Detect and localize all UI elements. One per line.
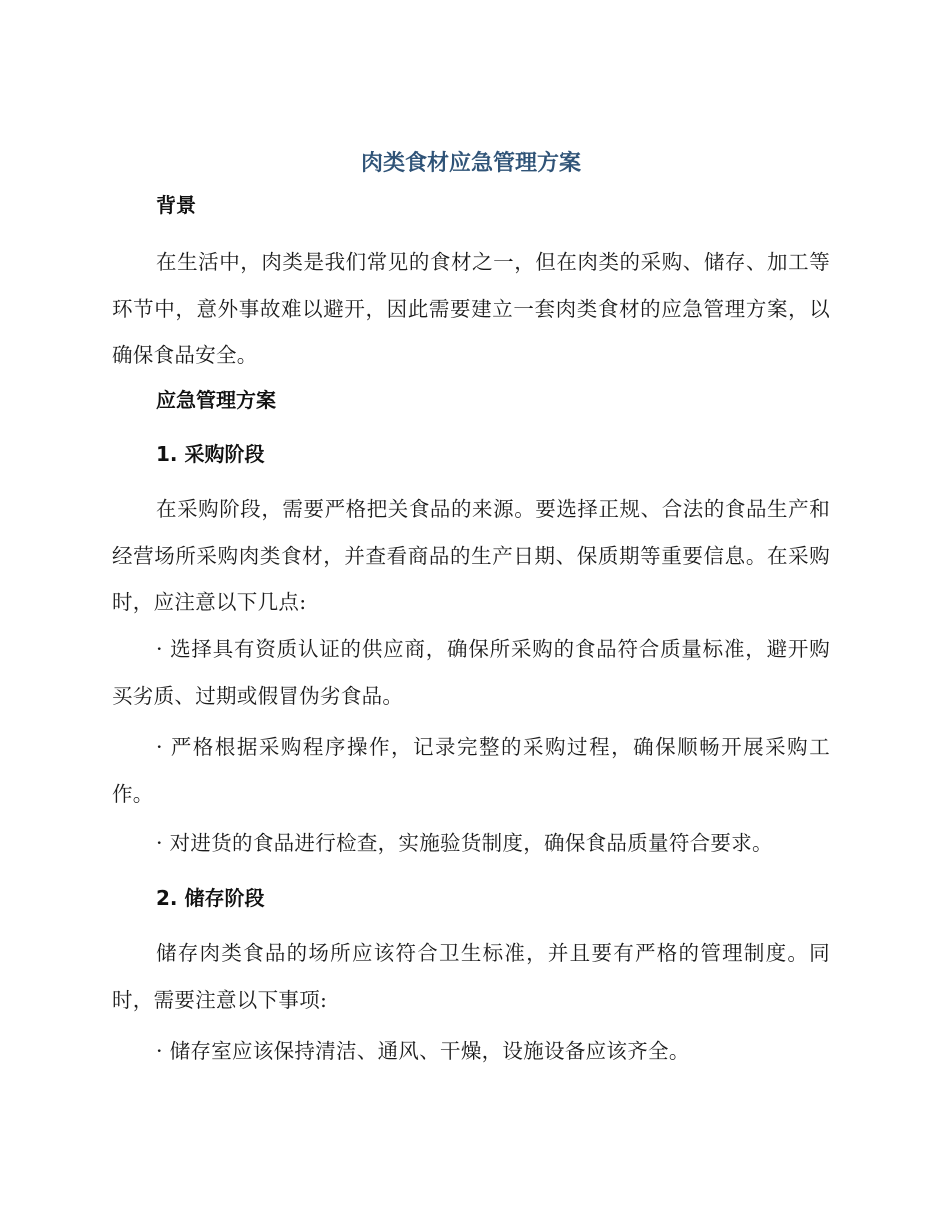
stage1-item-2: · 严格根据采购程序操作，记录完整的采购过程，确保顺畅开展采购工作。 — [112, 735, 830, 806]
stage2-heading: 2. 储存阶段 — [156, 886, 265, 910]
stage1-item-3: · 对进货的食品进行检查，实施验货制度，确保食品质量符合要求。 — [156, 831, 773, 855]
stage2-item-1: · 储存室应该保持清洁、通风、干燥，设施设备应该齐全。 — [156, 1039, 690, 1063]
background-heading: 背景 — [156, 193, 196, 217]
stage1-intro-paragraph: 在采购阶段，需要严格把关食品的来源。要选择正规、合法的食品生产和经营场所采购肉类食材，并查看商品的生产日期、保质期等重要信息。在采购时，应注意以下几点: — [112, 497, 830, 614]
document-title: 肉类食材应急管理方案 — [360, 151, 581, 176]
stage1-heading: 1. 采购阶段 — [156, 442, 265, 466]
stage2-intro-paragraph: 储存肉类食品的场所应该符合卫生标准，并且要有严格的管理制度。同时，需要注意以下事项: — [112, 941, 830, 1012]
background-paragraph: 在生活中，肉类是我们常见的食材之一，但在肉类的采购、储存、加工等环节中，意外事故难以避开，因此需要建立一套肉类食材的应急管理方案，以确保食品安全。 — [112, 250, 830, 367]
stage1-item-1: · 选择具有资质认证的供应商，确保所采购的食品符合质量标准，避开购买劣质、过期或假冒伪劣食品。 — [112, 637, 830, 708]
plan-heading: 应急管理方案 — [156, 388, 276, 412]
